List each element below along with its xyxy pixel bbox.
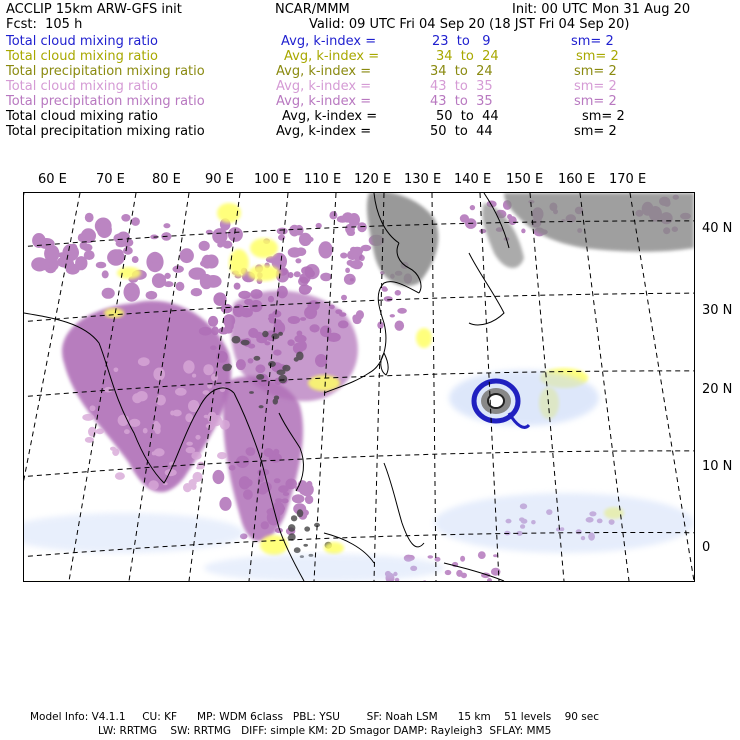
cloud-india-light-cell — [196, 466, 201, 469]
cloud-central-asia-cell — [173, 265, 184, 272]
cloud-china-cells-cell — [272, 310, 281, 317]
cloud-central-asia-cell — [132, 256, 139, 263]
cloud-china-cells-cell — [306, 270, 315, 278]
cloud-india-light-cell — [148, 480, 158, 490]
cloud-india-light-cell — [138, 357, 150, 366]
cloud-india-light-cell — [143, 428, 148, 434]
model-info: Model Info: V4.1.1 CU: KF MP: WDM 6class PBL: YSU SF: Noah LSM 15 km 51 levels 90 sec — [30, 711, 599, 723]
field-row — [6, 109, 736, 124]
cloud-tibet-dark-cell — [259, 405, 264, 408]
cloud-china-cells-cell — [248, 328, 258, 338]
cloud-india-light-cell — [124, 429, 130, 434]
cloud-india-light-cell — [154, 421, 159, 427]
cloud-china-cells-cell — [199, 327, 212, 336]
cloud-central-asia-cell — [151, 259, 158, 263]
field-smoothing: sm= 2 — [582, 109, 625, 124]
cloud-kamchatka-cell — [521, 229, 525, 234]
cloud-central-asia-cell — [102, 288, 115, 299]
cloud-china-cells-cell — [225, 320, 234, 331]
cloud-central-asia-cell — [44, 245, 59, 263]
cloud-central-asia-cell — [96, 262, 107, 269]
cloud-maritime-cell — [246, 448, 253, 453]
cloud-china-cells-cell — [244, 299, 253, 305]
cloud-india-light-cell — [220, 388, 225, 392]
cloud-central-asia-cell — [202, 255, 214, 269]
cloud-mongolia-cell — [318, 241, 332, 258]
cloud-indochina — [223, 376, 303, 541]
cloud-mongolia-cell — [320, 273, 332, 282]
longitude-label: 150 E — [506, 172, 544, 187]
cloud-india-light-cell — [192, 374, 196, 378]
cloud-china-cells-cell — [248, 344, 255, 349]
cloud-tibet-dark-cell — [268, 361, 276, 367]
cloud-korea-cell — [359, 255, 365, 261]
longitude-label: 130 E — [404, 172, 442, 187]
cloud-china-cells-cell — [287, 339, 294, 346]
cloud-mongolia-cell — [316, 223, 322, 229]
cloud-korea-cell — [397, 308, 407, 314]
field-row — [6, 124, 736, 139]
field-avg: Avg, k-index = — [281, 34, 377, 49]
cloud-mongolia-cell — [347, 250, 358, 260]
field-avg: Avg, k-index = — [276, 94, 372, 109]
cloud-central-asia — [31, 213, 243, 302]
latitude-label: 10 N — [702, 459, 733, 474]
field-avg: Avg, k-index = — [276, 124, 372, 139]
cloud-maritime-cell — [305, 495, 313, 504]
cloud-maritime-cell — [306, 481, 312, 488]
cloud-mongolia-cell — [295, 258, 301, 263]
cloud-tibet-dark-cell — [249, 391, 254, 394]
cloud-india-light-cell — [136, 391, 148, 401]
cloud-maritime-cell — [292, 494, 305, 503]
cloud-central-asia-cell — [78, 234, 85, 242]
coastline — [384, 463, 424, 547]
latitude-label: 40 N — [702, 221, 733, 236]
cloud-equatorial-cell — [487, 578, 492, 581]
cloud-china-cells-cell — [216, 351, 228, 363]
cloud-equatorial-cell — [460, 556, 465, 562]
cloud-malaysia-dark-cell — [294, 547, 301, 553]
cloud-malaysia-dark-cell — [291, 515, 297, 521]
field-range: 23 to 9 — [432, 34, 491, 49]
cloud-china-cells-cell — [288, 272, 294, 278]
cloud-tibet-dark-cell — [254, 356, 261, 361]
cloud-india-light-cell — [203, 364, 213, 375]
cloud-kamchatka-cell — [460, 214, 469, 222]
precip-yellow — [248, 265, 280, 281]
precip-yellow — [260, 535, 288, 555]
cloud-korea-cell — [390, 314, 395, 317]
cloud-maritime-cell — [260, 482, 272, 492]
cloud-korea-cell — [395, 321, 405, 331]
field-smoothing: sm= 2 — [571, 34, 614, 49]
field-range: 43 to 35 — [430, 94, 493, 109]
field-name: Total cloud mixing ratio — [6, 34, 159, 49]
cloud-maritime-cell — [273, 449, 279, 455]
precip-yellow — [250, 238, 278, 258]
cloud-equatorial-cell — [428, 555, 434, 558]
cloud-central-asia-cell — [85, 213, 94, 223]
cloud-mongolia-cell — [277, 228, 288, 235]
cloud-central-asia-cell — [180, 248, 194, 263]
longitude-label: 170 E — [609, 172, 647, 187]
cloud-central-asia-cell — [121, 214, 130, 222]
cloud-tibet-dark-cell — [294, 357, 299, 362]
cloud-india-light-cell — [153, 368, 165, 381]
field-range: 43 to 35 — [430, 79, 493, 94]
cloud-china-cells-cell — [338, 320, 349, 328]
cloud-central-asia-cell — [130, 294, 136, 299]
model-physics: LW: RRTMG SW: RRTMG DIFF: simple KM: 2D Smagor DAMP: Rayleigh3 SFLAY: MM5 — [98, 725, 552, 737]
cloud-korea-cell — [384, 296, 393, 302]
cloud-maritime-cell — [274, 478, 281, 483]
coastline — [381, 353, 388, 375]
cloud-korea-cell — [395, 290, 401, 296]
cloud-india-light-cell — [154, 448, 165, 456]
cloud-mongolia-cell — [288, 247, 302, 257]
cloud-central-asia-cell — [97, 222, 112, 238]
cloud-itcz-south — [204, 554, 444, 581]
longitude-label: 100 E — [254, 172, 292, 187]
cloud-malaysia-dark-cell — [303, 544, 308, 547]
longitude-label: 60 E — [38, 172, 67, 187]
cloud-maritime-cell — [213, 470, 225, 484]
cloud-maritime-cell — [278, 506, 285, 511]
cloud-china-cells-cell — [213, 292, 226, 306]
cloud-china-cells-cell — [210, 345, 217, 350]
longitude-label: 120 E — [354, 172, 392, 187]
cloud-india-light-cell — [211, 374, 218, 382]
field-range: 34 to 24 — [436, 49, 499, 64]
cloud-central-asia-cell — [199, 241, 210, 251]
cloud-china-cells-cell — [221, 304, 233, 314]
valid-time: Valid: 09 UTC Fri 04 Sep 20 (18 JST Fri 04 Sep 20) — [309, 17, 630, 32]
cloud-central-asia-cell — [31, 257, 48, 271]
field-name: Total precipitation mixing ratio — [6, 124, 205, 139]
cloud-kamchatka-cell — [507, 214, 512, 219]
cloud-equatorial-cell — [478, 551, 486, 559]
field-range: 50 to 44 — [436, 109, 499, 124]
cloud-india-light-cell — [129, 419, 140, 427]
cloud-typhoon-halo — [449, 370, 599, 426]
cloud-central-asia-cell — [200, 274, 213, 289]
field-name: Total cloud mixing ratio — [6, 109, 159, 124]
cloud-india-light-cell — [183, 360, 194, 373]
field-smoothing: sm= 2 — [574, 64, 617, 79]
latitude-label: 0 — [702, 540, 711, 555]
cloud-china-cells-cell — [310, 324, 320, 332]
cloud-china-cells-cell — [255, 364, 265, 373]
cloud-india-light-cell — [114, 368, 119, 373]
cloud-mongolia-cell — [345, 224, 355, 235]
field-smoothing: sm= 2 — [574, 79, 617, 94]
cloud-china-cells-cell — [240, 308, 253, 318]
cloud-central-asia-cell — [82, 244, 92, 251]
cloud-manchuria-gray — [367, 193, 438, 286]
model-title: ACCLIP 15km ARW-GFS init — [6, 2, 182, 17]
cloud-itcz-east — [434, 493, 694, 553]
cloud-equatorial-cell — [445, 570, 452, 575]
longitude-label: 110 E — [304, 172, 342, 187]
cloud-central-asia-cell — [84, 250, 95, 260]
cloud-china-cells-cell — [315, 354, 327, 367]
cloud-maritime-cell — [243, 489, 253, 499]
cloud-india-light-cell — [195, 435, 200, 440]
cloud-mongolia-cell — [357, 222, 367, 232]
field-name: Total precipitation mixing ratio — [6, 64, 205, 79]
cloud-central-asia-cell — [123, 247, 133, 255]
cloud-kamchatka-cell — [470, 205, 475, 210]
field-row — [6, 94, 736, 109]
cloud-tibet-dark-cell — [232, 336, 241, 344]
cloud-central-asia-cell — [176, 282, 185, 291]
cloud-china-cells-cell — [299, 284, 311, 294]
cloud-china-cells-cell — [211, 326, 218, 335]
cloud-india-light-cell — [115, 472, 125, 480]
cloud-maritime-cell — [267, 508, 279, 516]
cloud-central-asia-cell — [146, 291, 158, 300]
cloud-central-asia-cell — [191, 288, 202, 296]
cloud-mongolia-cell — [299, 233, 312, 246]
precip-yellow — [324, 542, 344, 554]
cloud-china-cells-cell — [208, 316, 218, 327]
cloud-tibet-dark-cell — [274, 396, 279, 401]
longitude-label: 70 E — [96, 172, 125, 187]
field-row — [6, 79, 736, 94]
field-row — [6, 34, 736, 49]
longitude-label: 90 E — [205, 172, 234, 187]
cloud-mongolia-cell — [289, 225, 300, 237]
cloud-central-asia-cell — [164, 273, 170, 279]
cloud-malaysia-dark-cell — [288, 524, 295, 532]
init-time: Init: 00 UTC Mon 31 Aug 20 — [512, 2, 691, 17]
field-name: Total cloud mixing ratio — [6, 49, 159, 64]
cloud-itcz-west — [24, 513, 244, 553]
cloud-maritime-cell — [281, 498, 288, 503]
cloud-india-light-cell — [82, 414, 94, 421]
cloud-india-light-cell — [90, 405, 96, 411]
cloud-maritime-cell — [219, 497, 231, 511]
cloud-central-asia-cell — [126, 283, 134, 291]
cloud-korea-cell — [350, 278, 354, 281]
cloud-korea-cell — [345, 268, 350, 273]
cloud-india-light-cell — [112, 448, 119, 456]
cloud-tibet-dark-cell — [241, 340, 250, 346]
cloud-tibet-dark-cell — [222, 364, 231, 371]
cloud-china-cells-cell — [268, 296, 274, 303]
cloud-central-asia-cell — [163, 223, 170, 228]
cloud-china-cells-cell — [273, 350, 281, 356]
field-smoothing: sm= 2 — [574, 94, 617, 109]
field-avg: Avg, k-index = — [282, 109, 378, 124]
precip-yellow — [229, 249, 249, 277]
longitude-label: 160 E — [558, 172, 596, 187]
field-avg: Avg, k-index = — [276, 64, 372, 79]
cloud-map-canvas — [24, 193, 694, 581]
cloud-india-light-cell — [204, 415, 209, 418]
cloud-india-light-cell — [191, 452, 201, 460]
cloud-malaysia-dark-cell — [297, 509, 304, 517]
cloud-equatorial-cell — [422, 580, 427, 581]
cloud-india-light-cell — [170, 411, 174, 416]
cloud-china-cells-cell — [327, 333, 341, 342]
forecast-hour: Fcst: 105 h — [6, 17, 83, 32]
latitude-label: 30 N — [702, 303, 733, 318]
cloud-mongolia-cell — [340, 253, 347, 259]
cloud-india-light-cell — [183, 483, 192, 492]
field-smoothing: sm= 2 — [576, 49, 619, 64]
cloud-china-cells-cell — [276, 320, 282, 326]
precip-yellow — [104, 308, 124, 318]
cloud-tibet-dark-cell — [271, 333, 279, 339]
cloud-mongolia-cell — [278, 235, 285, 241]
cloud-tibet-dark-cell — [256, 374, 264, 380]
cloud-mongolia-cell — [337, 216, 348, 223]
field-name: Total cloud mixing ratio — [6, 79, 159, 94]
cloud-korea-cell — [341, 295, 347, 301]
cloud-equatorial-cell — [493, 554, 498, 557]
longitude-label: 140 E — [454, 172, 492, 187]
cloud-maritime-cell — [229, 465, 236, 471]
cloud-mongolia-cell — [349, 260, 363, 269]
field-name: Total precipitation mixing ratio — [6, 94, 205, 109]
precip-yellow — [117, 267, 141, 279]
precip-yellow — [416, 328, 432, 348]
map-panel — [23, 192, 695, 582]
cloud-mongolia-cell — [272, 258, 286, 267]
cloud-china-cells-cell — [250, 289, 262, 299]
cloud-tibet-dark-cell — [278, 375, 287, 384]
cloud-china-cells-cell — [234, 283, 241, 290]
cloud-india-light-cell — [216, 415, 220, 420]
cloud-central-asia-cell — [222, 241, 232, 249]
cloud-central-asia-cell — [102, 270, 109, 278]
cloud-china-cells-cell — [248, 358, 254, 363]
field-avg: Avg, k-index = — [284, 49, 380, 64]
cloud-central-asia-cell — [164, 281, 174, 287]
cloud-tibet-dark-cell — [277, 370, 286, 376]
cloud-central-asia-cell — [107, 249, 125, 265]
latitude-label: 20 N — [702, 382, 733, 397]
cloud-china-cells-cell — [339, 312, 346, 317]
cloud-china-cells-cell — [236, 359, 246, 370]
cloud-india-light-cell — [186, 442, 193, 446]
cloud-china-cells-cell — [264, 341, 270, 345]
cloud-india-light-cell — [175, 388, 187, 396]
field-row — [6, 64, 736, 79]
cloud-china-cells-cell — [238, 291, 251, 299]
cloud-india-light-cell — [217, 452, 227, 459]
cloud-maritime-cell — [245, 479, 253, 487]
field-row — [6, 49, 736, 64]
field-range: 50 to 44 — [430, 124, 493, 139]
cloud-china-cells-cell — [288, 316, 300, 324]
field-avg: Avg, k-index = — [276, 79, 372, 94]
cloud-central-asia-cell — [114, 233, 128, 243]
field-smoothing: sm= 2 — [574, 124, 617, 139]
coastline — [469, 253, 504, 325]
cloud-mongolia-cell — [329, 211, 337, 219]
cloud-tibet-dark-cell — [262, 331, 268, 337]
cloud-china-cells-cell — [307, 300, 319, 311]
field-range: 34 to 24 — [430, 64, 493, 79]
longitude-label: 80 E — [152, 172, 181, 187]
cloud-malaysia-dark-cell — [304, 526, 310, 531]
cloud-maritime-cell — [278, 485, 289, 493]
cloud-india-light-cell — [96, 428, 104, 434]
cloud-mongolia-cell — [344, 274, 356, 285]
cloud-mongolia-cell — [294, 271, 301, 277]
cloud-china-cells-cell — [300, 317, 306, 321]
institution-label: NCAR/MMM — [275, 2, 350, 17]
cloud-maritime-cell — [261, 521, 269, 529]
cloud-central-asia-cell — [131, 217, 140, 226]
cloud-central-asia-cell — [152, 273, 166, 288]
cloud-korea-cell — [352, 315, 359, 322]
cloud-korea-cell — [382, 286, 388, 291]
cloud-equatorial-cell — [461, 573, 467, 579]
